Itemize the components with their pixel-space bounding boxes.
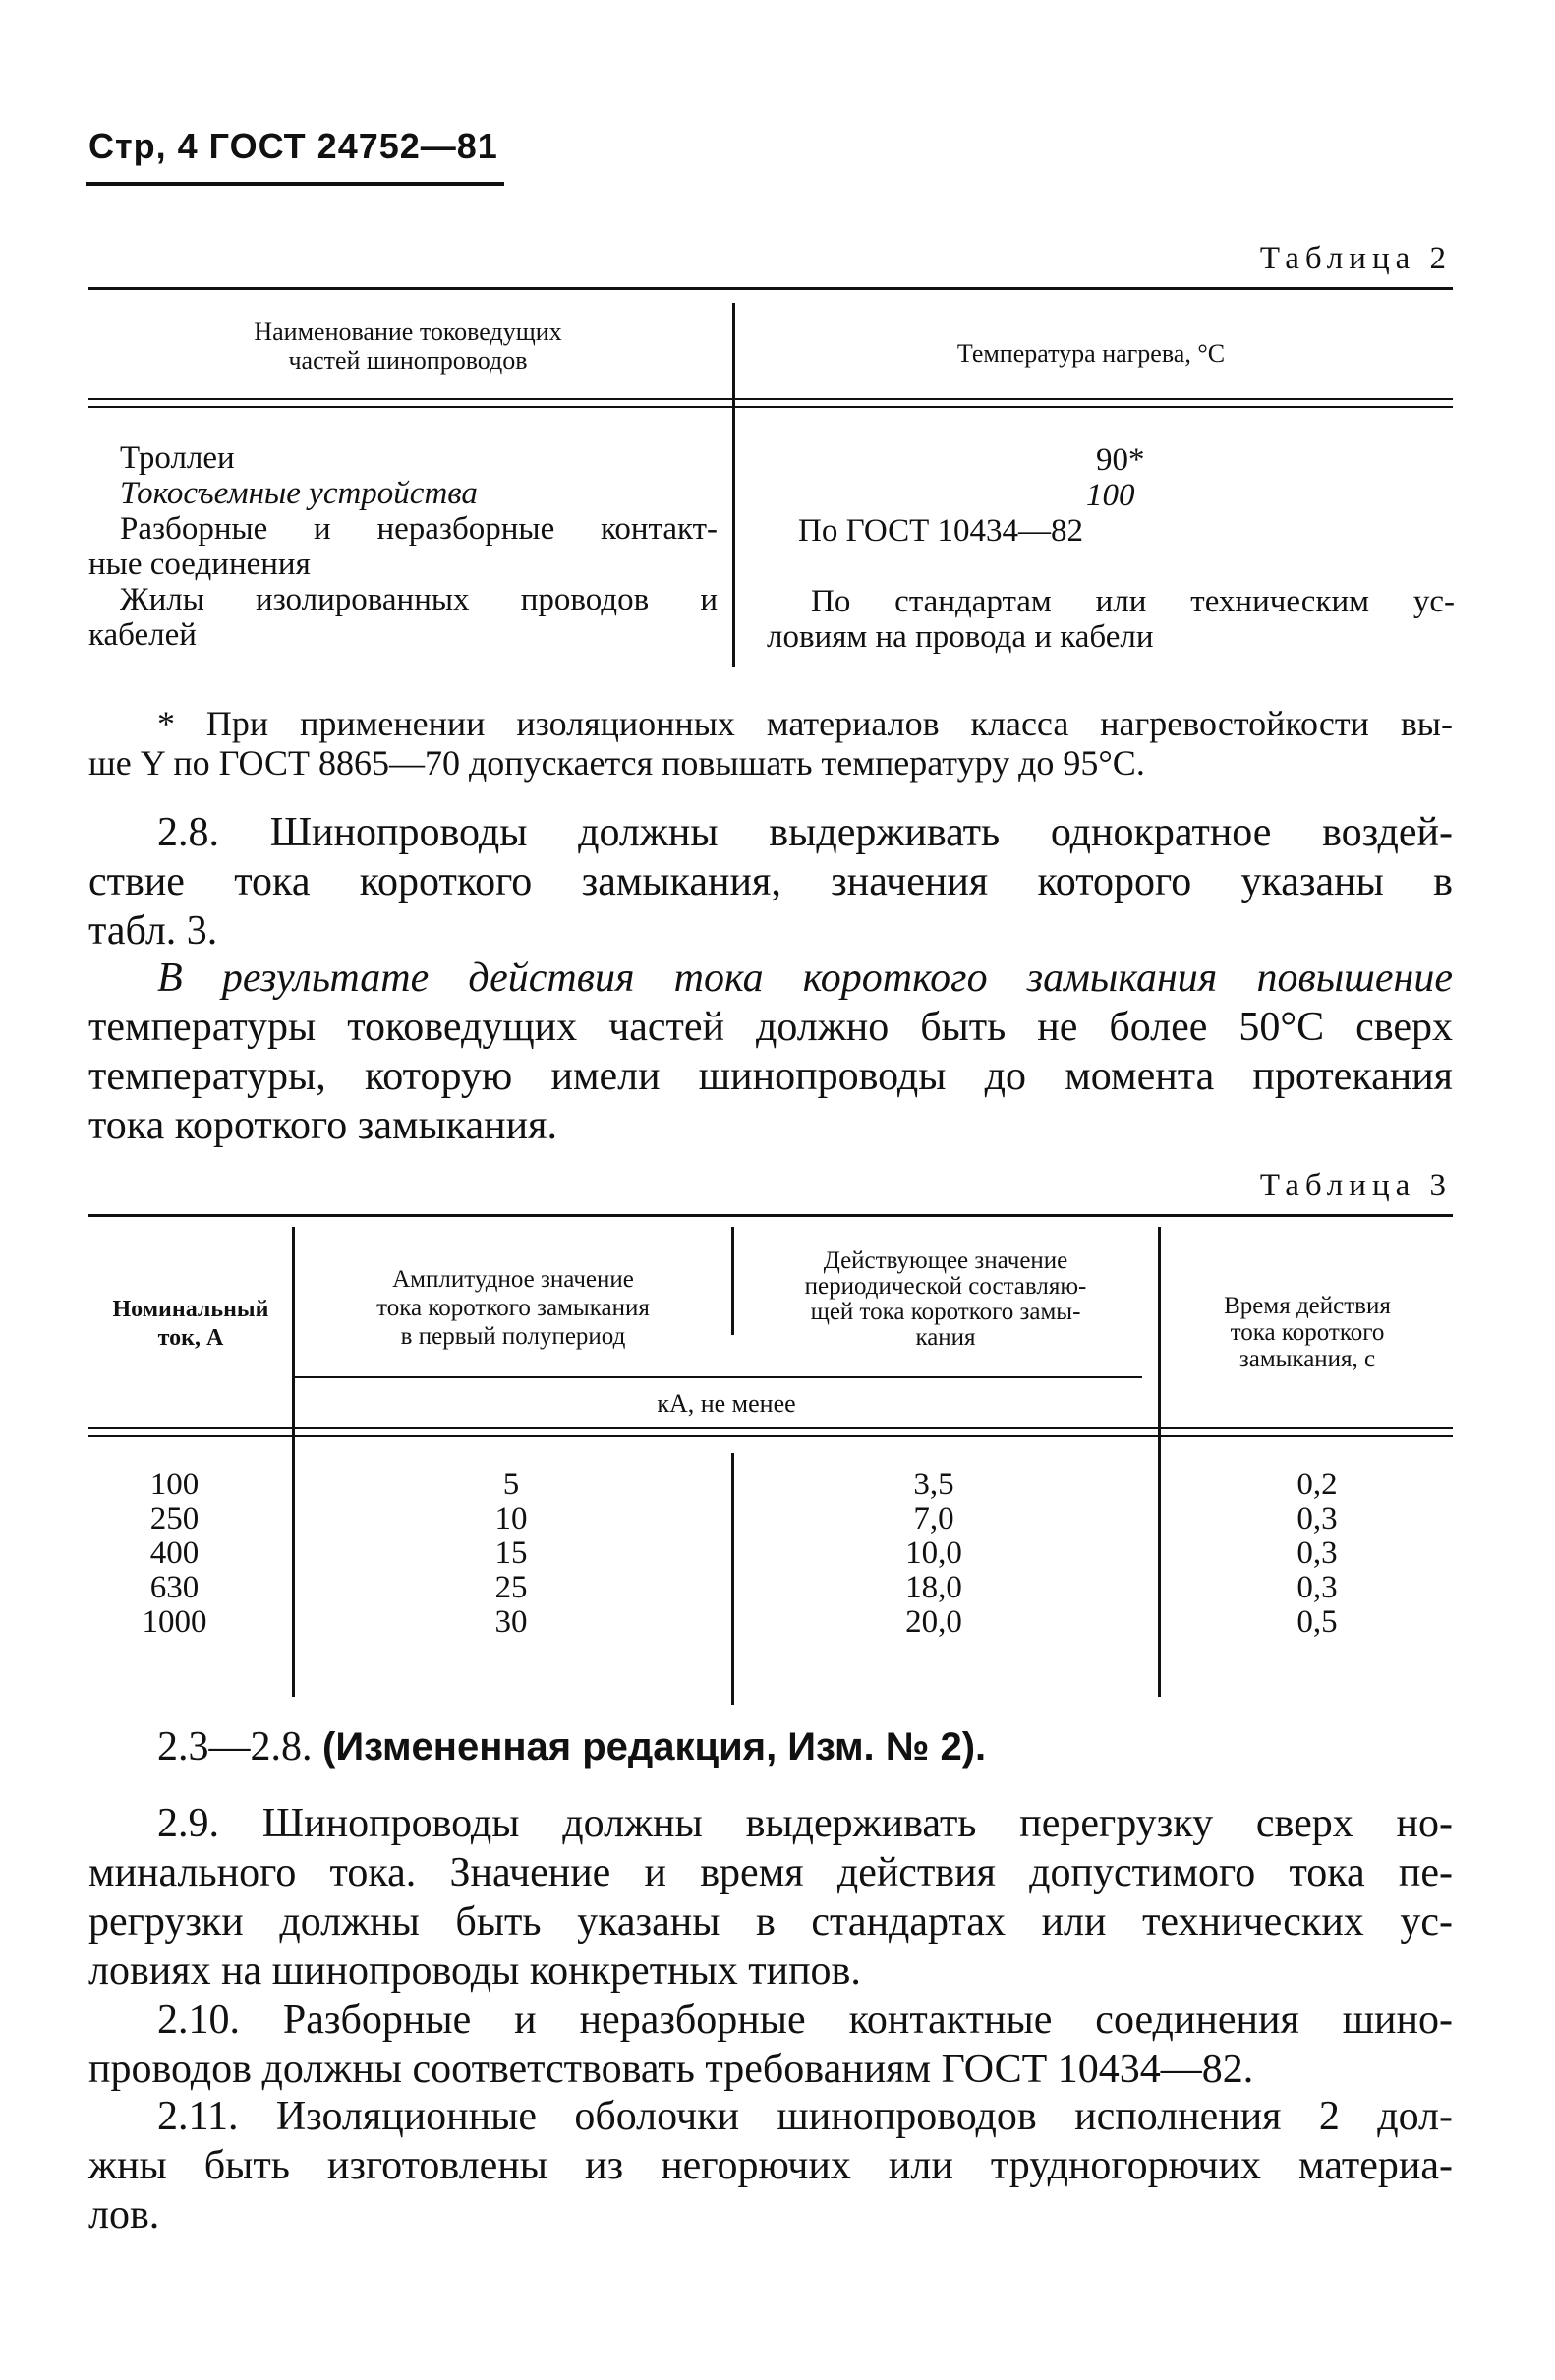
header-line: периодической составляю- [804, 1273, 1087, 1300]
table-row-cell: 630 [149, 1570, 200, 1605]
header-line: частей шинопроводов [288, 346, 528, 375]
table-row-cell: 0,5 [1296, 1604, 1338, 1640]
cell-line: Троллеи [120, 440, 235, 476]
table-row-cell: 10 [494, 1501, 528, 1537]
edition-note [157, 1722, 1435, 1771]
header-line: кания [915, 1324, 976, 1351]
para-line: температуры токоведущих частей должно быть не более 50°С сверх [88, 1005, 1453, 1050]
table2-row-value [767, 584, 1455, 655]
paragraph-2-11 [88, 2092, 1453, 2239]
table3-col-divider [1158, 1227, 1161, 1697]
table3-caption: Таблица 3 [1259, 1168, 1452, 1203]
table-row-cell: 5 [502, 1467, 520, 1502]
header-line: в первый полупериод [400, 1323, 626, 1350]
table-row-cell: 0,3 [1296, 1536, 1338, 1571]
para-line: минального тока. Значение и время действия допустимого тока пе- [88, 1850, 1453, 1895]
table-row-cell: 20,0 [905, 1604, 962, 1640]
edition-note-number: 2.3—2.8. [157, 1724, 313, 1770]
paragraph-result [88, 954, 1453, 1150]
table3-col-effective [885, 1468, 983, 1640]
table3-unit-rule [295, 1376, 1142, 1378]
table3-col-divider [731, 1227, 734, 1335]
table-row-cell: 1000 [142, 1604, 207, 1640]
para-line-italic: В результате действия тока короткого замыкания повышение [157, 956, 1453, 1001]
header-line: Действующее значение [823, 1248, 1068, 1274]
cell-line: Разборные и неразборные контакт- [120, 511, 718, 547]
table2-footnote [88, 704, 1453, 783]
cell-line: Жилы изолированных проводов и [120, 582, 718, 617]
table-row-cell: 3,5 [913, 1467, 954, 1502]
para-line: 2.9. Шинопроводы должны выдерживать перегрузку сверх но- [157, 1801, 1453, 1846]
table-row-cell: 10,0 [905, 1536, 962, 1571]
table-row-cell: 25 [494, 1570, 528, 1605]
para-line: проводов должны соответствовать требованиям ГОСТ 10434—82. [88, 2047, 1254, 2092]
cell-line: ловиям на провода и кабели [767, 619, 1154, 655]
header-line: Наименование токоведущих [254, 318, 562, 346]
header-line: Время действия [1224, 1293, 1391, 1319]
table-row-cell: 400 [149, 1536, 200, 1571]
header-line: Номинальный [112, 1297, 269, 1322]
table-row-cell: 0,2 [1296, 1467, 1338, 1502]
edition-note-text: (Измененная редакция, Изм. № 2). [322, 1725, 987, 1769]
table2-col1-header [88, 318, 727, 375]
table-row-cell: 100 [149, 1467, 200, 1502]
table2-caption: Таблица 2 [1259, 241, 1452, 276]
para-line: табл. 3. [88, 908, 218, 954]
table2-row-name [120, 476, 710, 511]
table3-unit-header: кА, не менее [657, 1389, 796, 1418]
table2-row-name [88, 511, 718, 582]
footnote-line: * При применении изоляционных материалов класса нагревостойкости вы- [157, 704, 1453, 743]
table-row-cell: 0,3 [1296, 1570, 1338, 1605]
table3-header-rule-2 [88, 1435, 1453, 1437]
table2-row-value: 100 [1086, 478, 1135, 513]
header-line: замыкания, с [1238, 1346, 1376, 1372]
footnote-line: ше Y по ГОСТ 8865—70 допускается повышать температуру до 95°С. [88, 743, 1145, 783]
table3-col2-header [297, 1265, 729, 1351]
cell-line: кабелей [88, 617, 197, 653]
table2-header-rule-1 [88, 398, 1453, 400]
table3-col1-header [88, 1296, 293, 1353]
table3-top-rule [88, 1214, 1453, 1217]
table-row-cell: 0,3 [1296, 1501, 1338, 1537]
para-line: лов. [88, 2192, 160, 2237]
table3-col4-header [1162, 1293, 1453, 1372]
table2-col2-header: Температура нагрева, °С [956, 339, 1226, 368]
para-line: 2.10. Разборные и неразборные контактные соединения шино- [157, 1998, 1453, 2043]
header-line: тока короткого замыкания [376, 1295, 650, 1321]
table2-row-value: 90* [1096, 442, 1145, 478]
table3-col-divider [731, 1453, 734, 1705]
para-line: ствие тока короткого замыкания, значения которого указаны в [88, 859, 1453, 904]
header-rule [86, 182, 504, 186]
table3-header-rule-1 [88, 1427, 1453, 1429]
para-line: жны быть изготовлены из негорючих или трудногорючих материа- [88, 2143, 1453, 2188]
para-line: регрузки должны быть указаны в стандартах или технических ус- [88, 1899, 1453, 1945]
table-row-cell: 30 [494, 1604, 528, 1640]
table2-top-rule [88, 287, 1453, 290]
header-line: щей тока короткого замы- [810, 1299, 1081, 1325]
header-line: Амплитудное значение [392, 1266, 634, 1293]
table-row-cell: 7,0 [913, 1501, 954, 1537]
para-line: температуры, которую имели шинопроводы до момента протекания [88, 1054, 1453, 1099]
cell-line: По стандартам или техническим ус- [811, 584, 1455, 619]
table3-col-current [108, 1468, 241, 1640]
para-line: тока короткого замыкания. [88, 1103, 557, 1148]
paragraph-2-9 [88, 1799, 1453, 1996]
para-line: ловиях на шинопроводы конкретных типов. [88, 1948, 861, 1994]
table3-col-amplitude [462, 1468, 560, 1640]
table-row-cell: 15 [494, 1536, 528, 1571]
table-row-cell: 250 [149, 1501, 200, 1537]
table2-header-rule-2 [88, 406, 1453, 408]
header-line: ток, А [157, 1325, 224, 1351]
table2-row-name [120, 440, 710, 476]
table3-col-time [1268, 1468, 1366, 1640]
para-line: 2.8. Шинопроводы должны выдерживать однократное воздей- [157, 810, 1453, 855]
table-row-cell: 18,0 [905, 1570, 962, 1605]
header-line: тока короткого [1230, 1319, 1385, 1346]
cell-line: Токосъемные устройства [120, 476, 478, 511]
table2-row-value: По ГОСТ 10434—82 [798, 513, 1083, 549]
page-header: Стр, 4 ГОСТ 24752—81 [88, 126, 498, 166]
table2-row-name [88, 582, 718, 653]
cell-line: ные соединения [88, 547, 311, 582]
paragraph-2-8 [88, 808, 1453, 956]
para-line: 2.11. Изоляционные оболочки шинопроводов исполнения 2 дол- [157, 2094, 1453, 2139]
paragraph-2-10 [88, 1996, 1453, 2094]
table3-col3-header [735, 1248, 1156, 1351]
table2-col-divider [732, 303, 735, 667]
